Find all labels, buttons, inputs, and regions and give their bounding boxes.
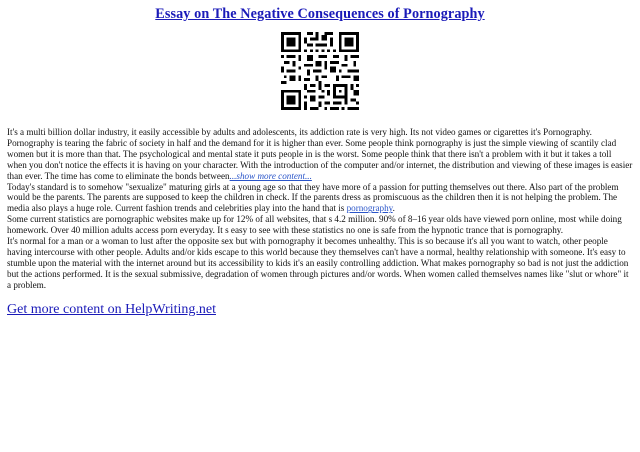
essay-paragraph-4: It's normal for a man or a woman to lust after the opposite sex but with pornography it becomes unhealthy. This is so because it's all you want to watch, other people having intercourse with other people. Adults and/or kids escape to this world because they themselves can't have a normal, healthy relationship with someone. It's easy to stumble upon the material with the internet around but its accessibility to kids it's an easily controlling addiction. What makes pornography so bad is not just the addiction but the actions performed. It is the sexual submissive, degradation of women through pictures and/or words. When women called themselves names like "slut or whore" it a problem.	[7, 236, 629, 290]
essay-title-link[interactable]: Essay on The Negative Consequences of Pornography	[155, 6, 485, 22]
paragraph-2-text-a: Today's standard is to somehow "sexualize" maturing girls at a young age so that they have more of a passion for putting themselves out there. Also part of the problem would be the parents. The parents are supposed to keep the children in check. If the parents dress as promiscuous as the children then it is not helping the problem. The media also plays a huge role. Current fashion trends and celebrities play into the hand that is	[7, 181, 619, 214]
essay-body	[7, 127, 633, 291]
essay-paragraph-2	[7, 182, 633, 215]
pornography-link[interactable]: pornography	[346, 203, 393, 214]
paragraph-1-text: It's a multi billion dollar industry, it easily accessible by adults and adolescents, its addiction rate is very high. Its not video games or cigarettes it's Pornography. Pornography is tearing the fabric of society in half and the demand for it is higher than ever. Some people think pornography is just the simple viewing of scantily clad women but it is more than that. The psychological and mental state it puts people in is the worst. Some people think that there isn't a problem with it but it takes a toll when you don't notice the effects it is having on your character. With the introduction of the computer and/or internet, the distribution and viewing of these images is easier than ever. The time has come to eliminate the bonds between	[7, 127, 633, 181]
qr-code-icon	[278, 29, 362, 113]
paragraph-2-text-b: .	[392, 203, 395, 214]
essay-paragraph-3: Some current statistics are pornographic websites make up for 12% of all websites, that s 4.2 million. 90% of 8–16 year olds have viewed porn online, most while doing homework. Over 40 million adults access porn everyday. It s easy to see with these statistics no one is safe from the hypnotic trance that is pornography.	[7, 214, 622, 236]
essay-paragraph-1	[7, 127, 633, 182]
show-more-content-link[interactable]: ...show more content...	[229, 170, 312, 181]
get-more-content-link[interactable]: Get more content on HelpWriting.net	[7, 301, 216, 317]
